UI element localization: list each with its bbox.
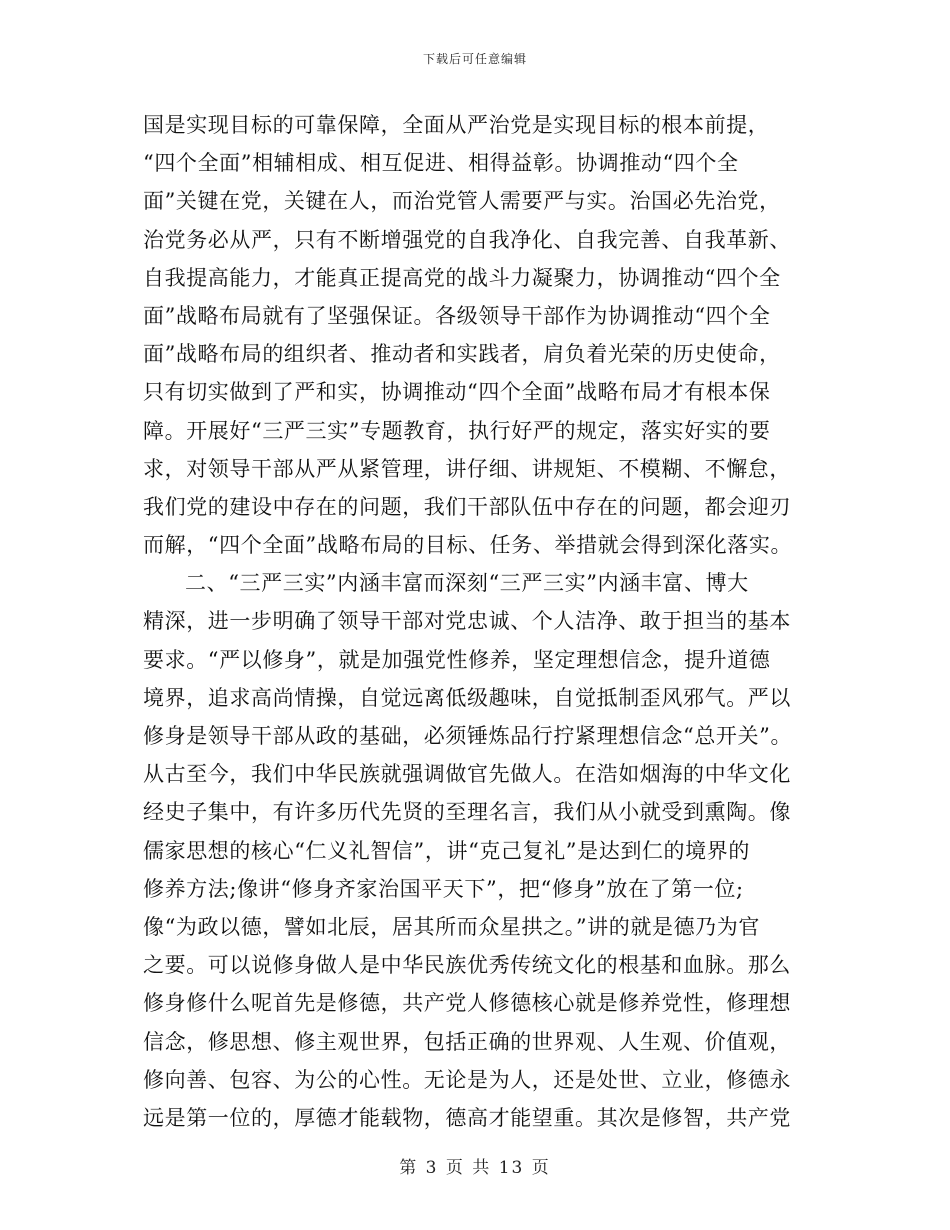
text-line: 修向善、包容、为公的心性。无论是为人，还是处世、立业，修德永 (143, 1067, 791, 1092)
text-line: 求，对领导干部从严从紧管理，讲仔细、讲规矩、不模糊、不懈怠， (143, 456, 791, 481)
text-line: 之要。可以说修身做人是中华民族优秀传统文化的根基和血脉。那么 (143, 953, 791, 978)
text-line: 信念，修思想、修主观世界，包括正确的世界观、人生观、价值观， (143, 1029, 791, 1054)
paragraph-start-line: 二、“三严三实”内涵丰富而深刻“三严三实”内涵丰富、博大 (185, 571, 749, 596)
text-line: 国是实现目标的可靠保障，全面从严治党是实现目标的根本前提， (143, 113, 770, 137)
text-line: 像“为政以德，譬如北辰，居其所而众星拱之。”讲的就是德乃为官 (143, 914, 760, 939)
text-line: “四个全面”相辅相成、相互促进、相得益彰。协调推动“四个全 (143, 151, 739, 176)
text-line: 自我提高能力，才能真正提高党的战斗力凝聚力，协调推动“四个全 (143, 265, 781, 290)
text-line: 远是第一位的，厚德才能载物，德高才能望重。其次是修智，共产党 (143, 1105, 791, 1130)
text-line: 修养方法;像讲“修身齐家治国平天下”，把“修身”放在了第一位; (143, 876, 744, 901)
text-line: 只有切实做到了严和实，协调推动“四个全面”战略布局才有根本保 (143, 380, 771, 405)
text-line: 儒家思想的核心“仁义礼智信”，讲“克己复礼”是达到仁的境界的 (143, 838, 750, 863)
body-text (143, 106, 823, 1137)
text-line: 我们党的建设中存在的问题，我们干部队伍中存在的问题，都会迎刃 (143, 494, 791, 519)
page-number-footer: 第 3 页 共 13 页 (399, 1158, 551, 1178)
text-line: 而解，“四个全面”战略布局的目标、任务、举措就会得到深化落实。 (143, 533, 793, 558)
text-line: 从古至今，我们中华民族就强调做官先做人。在浩如烟海的中华文化 (143, 762, 791, 787)
text-line: 障。开展好“三严三实”专题教育，执行好严的规定，落实好实的要 (143, 418, 771, 443)
text-line: 面”战略布局就有了坚强保证。各级领导干部作为协调推动“四个全 (143, 303, 771, 328)
text-line: 要求。“严以修身”，就是加强党性修养，坚定理想信念，提升道德 (143, 647, 771, 672)
text-line: 治党务必从严，只有不断增强党的自我净化、自我完善、自我革新、 (143, 227, 791, 252)
text-line: 面”关键在党，关键在人，而治党管人需要严与实。治国必先治党， (143, 189, 781, 214)
text-line: 面”战略布局的组织者、推动者和实践者，肩负着光荣的历史使命， (143, 342, 781, 367)
text-line: 修身修什么呢首先是修德，共产党人修德核心就是修养党性，修理想 (143, 991, 791, 1016)
page-header: 下载后可任意编辑 (422, 52, 527, 66)
text-line: 境界，追求高尚情操，自觉远离低级趣味，自觉抵制歪风邪气。严以 (143, 685, 791, 710)
text-line: 修身是领导干部从政的基础，必须锤炼品行拧紧理想信念“总开关”。 (143, 724, 793, 748)
text-line: 精深，进一步明确了领导干部对党忠诚、个人洁净、敢于担当的基本 (143, 609, 791, 634)
text-line: 经史子集中，有许多历代先贤的至理名言，我们从小就受到熏陶。像 (143, 800, 791, 825)
